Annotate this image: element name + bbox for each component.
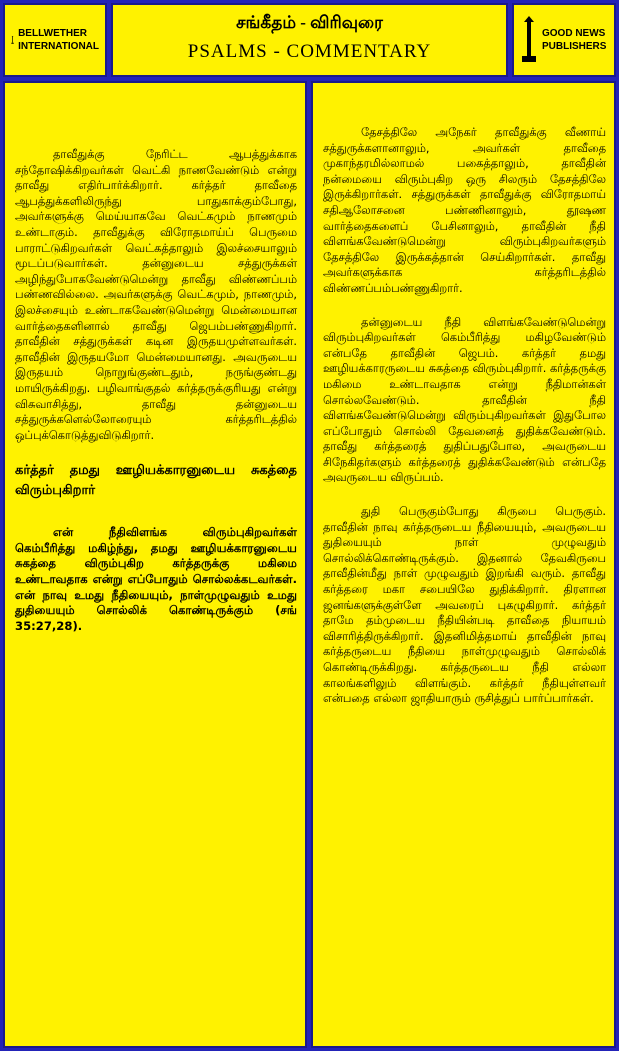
lighthouse-icon — [520, 16, 538, 64]
right-paragraph-1: தேசத்திலே அநேகர் தாவீதுக்கு வீணாய் சத்துருக்களானாலும், அவர்கள் தாவீதை முகாந்தரமில்லாமல் பகைத்தாலும், தாவீதின் நன்மையை விரும்புகிற ஒரு சிலரும் தேசத்திலே இருக்கிறார்கள். சத்துருக்கள் தாவீதுக்கு விரோதமாய் சதிஆலோசனை பண்ணினாலும், தூஷண வார்த்தைகளைப் பேசினாலும், தாவீதின் நீதி விளங்கவேண்டுமென்று விரும்புகிறவர்களும் தேசத்திலே இருக்கத்தான் செய்கிறார்கள். தாவீது அவர்களுக்காக கர்த்தரிடத்தில் விண்ணப்பம்பண்ணுகிறார். — [323, 125, 606, 295]
left-column — [3, 81, 307, 1048]
section-heading: கர்த்தர் தமது ஊழியக்காரனுடைய சுகத்தை விரும்புகிறார் — [15, 463, 297, 499]
page-title-box — [111, 3, 508, 77]
publisher-logo-left — [3, 3, 107, 77]
left-logo-line2: INTERNATIONAL — [18, 41, 99, 52]
scripture-verse: என் நீதிவிளங்க விரும்புகிறவர்கள் கெம்பீரித்து மகிழ்ந்து, தமது ஊழியக்காரனுடைய சுகத்தை விரும்புகிற கர்த்தருக்கு மகிமை உண்டாவதாக என்று எப்போதும் சொல்லக்கடவர்கள். என் நாவு உமது நீதியையும், நாள்முழுவதும் உமது துதியையும் சொல்லிக் கொண்டிருக்கும் (சங் 35:27,28). — [15, 525, 297, 633]
publisher-logo-right — [512, 3, 616, 77]
right-logo-line1: GOOD NEWS — [542, 28, 606, 39]
right-paragraph-3: துதி பெருகும்போது கிருபை பெருகும். தாவீதின் நாவு கர்த்தருடைய நீதியையும், அவருடைய துதியையும் நாள் முழுவதும் சொல்லிக்கொண்டிருக்கும். இதனால் தேவகிருபை தாவீதின்மீது நாள் முழுவதும் இறங்கி வரும். தாவீது கர்த்தரை மகா சபையிலே துதிக்கிறார். திரளான ஜனங்களுக்குள்ளே அவரைப் புகழுகிறார். கர்த்தர் தாமே தம்முடைய நீதியின்படி தாவீதை நியாயம் விசாரித்திருக்கிறார். இதனிமித்தமாய் தாவீதின் நாவு கர்த்தருடைய நீதியை நாள்முழுவதும் சொல்லிக் கொண்டிருக்கிறது. கர்த்தருடைய நீதி எல்லா காலங்களிலும் விளங்கும். கர்த்தர் நீதியுள்ளவர் என்பதை எல்லா ஜாதியாரும் ருசித்துப் பார்ப்பார்கள். — [323, 504, 606, 706]
right-logo-line2: PUBLISHERS — [542, 41, 607, 52]
left-logo-line1: BELLWETHER — [18, 28, 87, 39]
title-tamil: சங்கீதம் - விரிவுரை — [236, 13, 383, 32]
title-english: PSALMS - COMMENTARY — [187, 41, 432, 62]
bellwether-icon — [11, 16, 14, 64]
left-paragraph-1: தாவீதுக்கு நேரிட்ட ஆபத்துக்காக சந்தோஷிக்கிறவர்கள் வெட்கி நாணவேண்டும் என்று தாவீது எதிர்பார்க்கிறார். கர்த்தர் தாவீதை ஆபத்துக்களிலிருந்து பாதுகாக்கும்போது, அவர்களுக்கு மெய்யாகவே வெட்கமும் நாணமும் உண்டாகும். தாவீதுக்கு விரோதமாய்ப் பெருமை பாராட்டுகிறவர்கள் வெட்கத்தாலும் இலச்சையாலும் மூடப்படுவார்கள். தன்னுடைய சத்துருக்கள் அழிந்துபோகவேண்டுமென்று தாவீது விண்ணப்பம் பண்ணவில்லை. அவர்களுக்கு வெட்கமும், நாணமும், இலச்சையும் உண்டாகவேண்டுமென்று மென்மையான வார்த்தைகளினால் தாவீது ஜெபம்பண்ணுகிறார். தாவீதின் சத்துருக்கள் கடின இருதயமுள்ளவர்கள். தாவீதின் இருதயமோ மென்மையானது. அவருடைய இருதயம் நொறுங்குண்டதும், நருங்குண்டது மாயிருக்கிறது. பழிவாங்குதல் கர்த்தருக்குரியது என்று விசுவாசித்து, தாவீது தன்னுடைய சத்துருக்களெல்லோரையும் கர்த்தரிடத்தில் ஒப்புக்கொடுத்துவிடுகிறார். — [15, 147, 297, 442]
right-column — [311, 81, 616, 1048]
right-paragraph-2: தன்னுடைய நீதி விளங்கவேண்டுமென்று விரும்புகிறவர்கள் கெம்பீரித்து மகிழவேண்டும் என்பதே தாவீதின் ஜெபம். கர்த்தர் தமது ஊழியக்காரருடைய சுகத்தை விரும்புகிறார். கர்த்தருக்கு மகிமை உண்டாவதாக என்று நீதிமான்கள் சொல்லவேண்டும். தாவீதின் நீதி விளங்கவேண்டுமென்று விரும்புகிறவர்கள் இதுபோல எப்போதும் சொல்லி தேவனைத் துதிக்கவேண்டும். தாவீது கர்த்தரைத் துதிப்பதுபோல, அவருடைய சிநேகிதர்களும் கர்த்தரைத் துதிக்கவேண்டும் என்பதே அவருடைய விருப்பம். — [323, 314, 606, 485]
